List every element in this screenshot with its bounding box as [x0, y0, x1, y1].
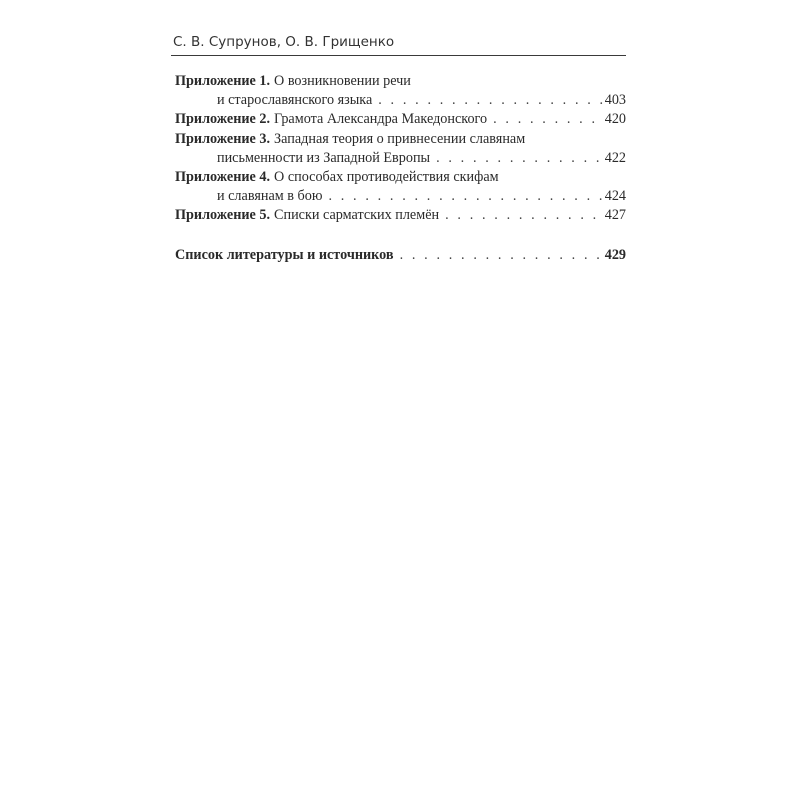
- entry-label: Приложение 1.: [175, 73, 271, 89]
- toc-entry-appendix-4[interactable]: [175, 168, 626, 187]
- page-number: 403: [604, 92, 626, 109]
- entry-title: и старославянского языка: [217, 92, 373, 109]
- entry-title: Грамота Александра Македонского: [274, 111, 488, 128]
- page-number: 424: [604, 188, 626, 205]
- table-of-contents: [175, 72, 626, 265]
- dot-leader: [445, 206, 603, 225]
- toc-entry-literature[interactable]: [175, 246, 626, 265]
- entry-label: Приложение 4.: [175, 168, 271, 185]
- dot-leader: [436, 149, 603, 168]
- entry-title: и славянам в бою: [217, 188, 323, 205]
- toc-entry-appendix-4-cont[interactable]: [175, 187, 626, 206]
- entry-title: Западная теория о привнесении славянам: [274, 130, 526, 147]
- toc-entry-appendix-2[interactable]: [175, 110, 626, 129]
- page-number: 427: [604, 207, 626, 224]
- dot-leader: [328, 187, 602, 206]
- spacer: [175, 226, 626, 246]
- dot-leader: [400, 246, 603, 265]
- page-number: 429: [604, 246, 626, 263]
- running-header-authors: С. В. Супрунов, О. В. Грищенко: [173, 34, 395, 50]
- dot-leader: [378, 91, 602, 110]
- toc-entry-appendix-1-cont[interactable]: [175, 91, 626, 110]
- entry-label: Приложение 5.: [175, 207, 271, 224]
- toc-entry-appendix-5[interactable]: [175, 206, 626, 225]
- toc-entry-appendix-3[interactable]: [175, 130, 626, 149]
- entry-label: Приложение 3.: [175, 130, 271, 147]
- entry-title: Список литературы и источников: [175, 246, 394, 263]
- entry-label: Приложение 2.: [175, 111, 271, 128]
- page-number: 422: [604, 149, 626, 166]
- entry-title: письменности из Западной Европы: [217, 149, 431, 166]
- entry-title: О возникновении речи: [274, 73, 411, 89]
- page-number: 420: [604, 111, 626, 128]
- toc-entry-appendix-3-cont[interactable]: [175, 149, 626, 168]
- dot-leader: [493, 110, 603, 129]
- toc-entry-appendix-1[interactable]: [175, 72, 626, 91]
- entry-title: Списки сарматских племён: [274, 207, 440, 224]
- entry-title: О способах противодействия скифам: [274, 168, 499, 185]
- header-rule: [171, 55, 626, 56]
